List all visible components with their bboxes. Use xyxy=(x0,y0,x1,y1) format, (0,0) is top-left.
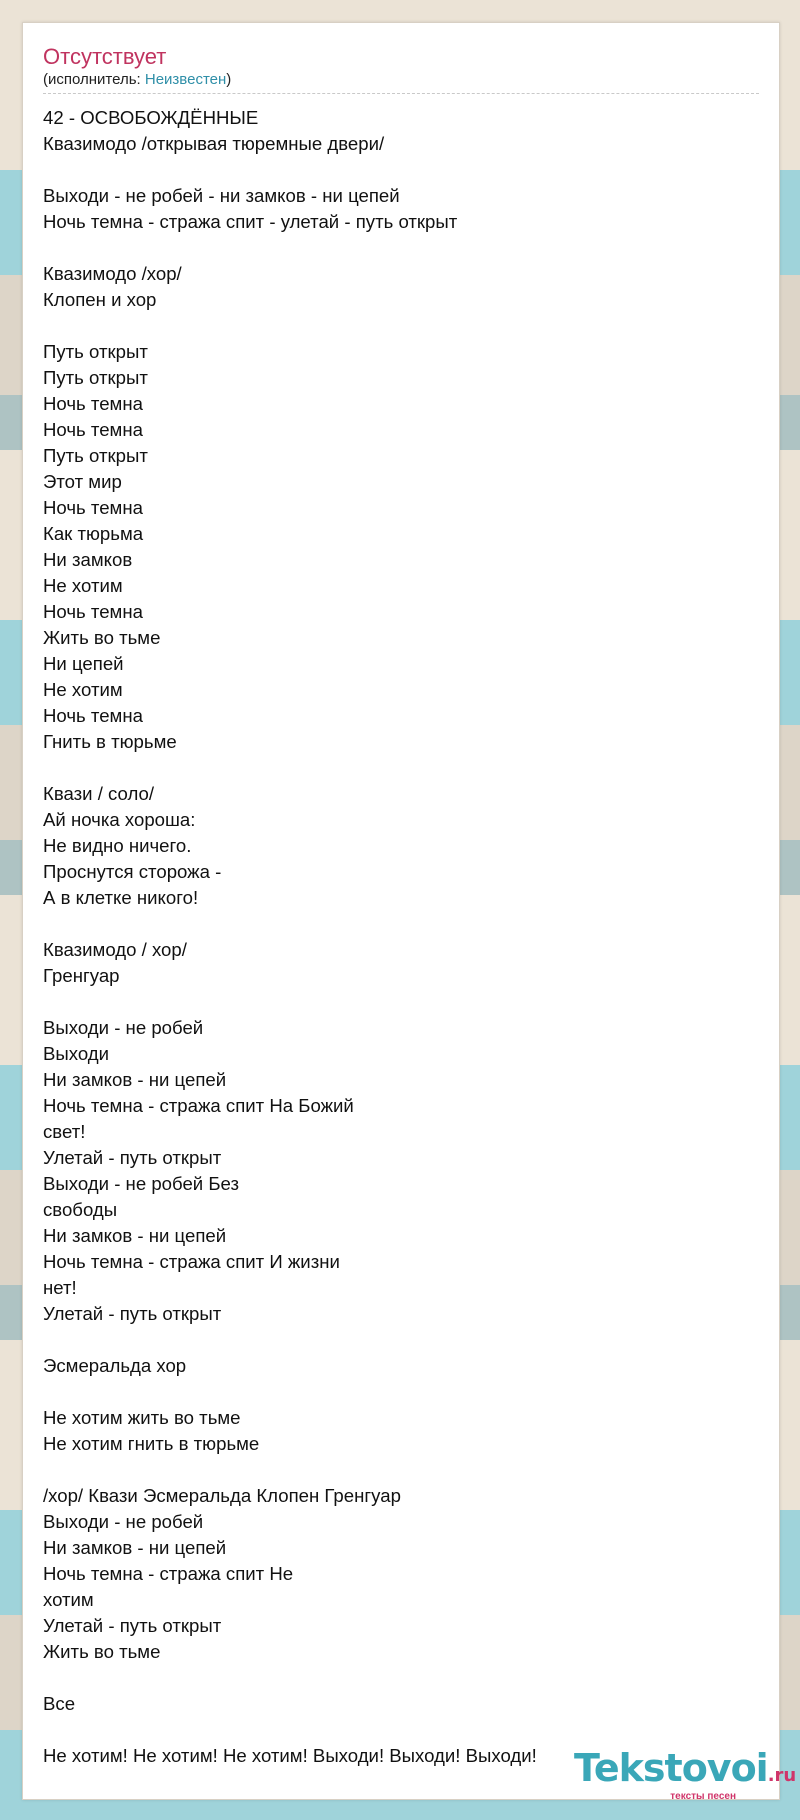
lyrics-text: 42 - ОСВОБОЖДЁННЫЕ Квазимодо /открывая тюремные двери/ Выходи - не робей - ни замков - ни цепей Ночь темна - стража спит - улетай - путь открыт Квазимодо /хор/ Клопен и хор Путь открыт Путь открыт Ночь темна Ночь темна Путь открыт Этот мир Ночь темна Как тюрьма Ни замков Не хотим Ночь темна Жить во тьме Ни цепей Не хотим Ночь темна Гнить в тюрьме Квази / соло/ Ай ночка хороша: Не видно ничего. Проснутся сторожа - А в клетке никого! Квазимодо / хор/ Гренгуар Выходи - не робей Выходи Ни замков - ни цепей Ночь темна - стража спит На Божий свет! Улетай - путь открыт Выходи - не робей Без свободы Ни замков - ни цепей Ночь темна - стража спит И жизни нет! Улетай - путь открыт Эсмеральда хор Не хотим жить во тьме Не хотим гнить в тюрьме /хор/ Квази Эсмеральда Клопен Гренгуар Выходи - не робей Ни замков - ни цепей Ночь темна - стража спит Не хотим Улетай - путь открыт Жить во тьме Все Не хотим! Не хотим! Не хотим! Выходи! Выходи! Выходи! xyxy=(43,107,537,1766)
site-logo[interactable] xyxy=(574,1746,797,1802)
logo-tagline: тексты песен xyxy=(670,1791,736,1802)
artist-link[interactable]: Неизвестен xyxy=(144,71,227,88)
logo-tld: .ru xyxy=(767,1765,797,1786)
lyrics-card xyxy=(22,22,780,1800)
artist-line xyxy=(43,71,759,89)
artist-prefix: (исполнитель: xyxy=(43,71,145,88)
artist-suffix: ) xyxy=(226,71,232,88)
song-title: Отсутствует xyxy=(43,44,167,69)
song-header xyxy=(43,43,759,94)
logo-text: Tekstovoi xyxy=(574,1746,768,1790)
logo-wordmark xyxy=(574,1746,797,1796)
